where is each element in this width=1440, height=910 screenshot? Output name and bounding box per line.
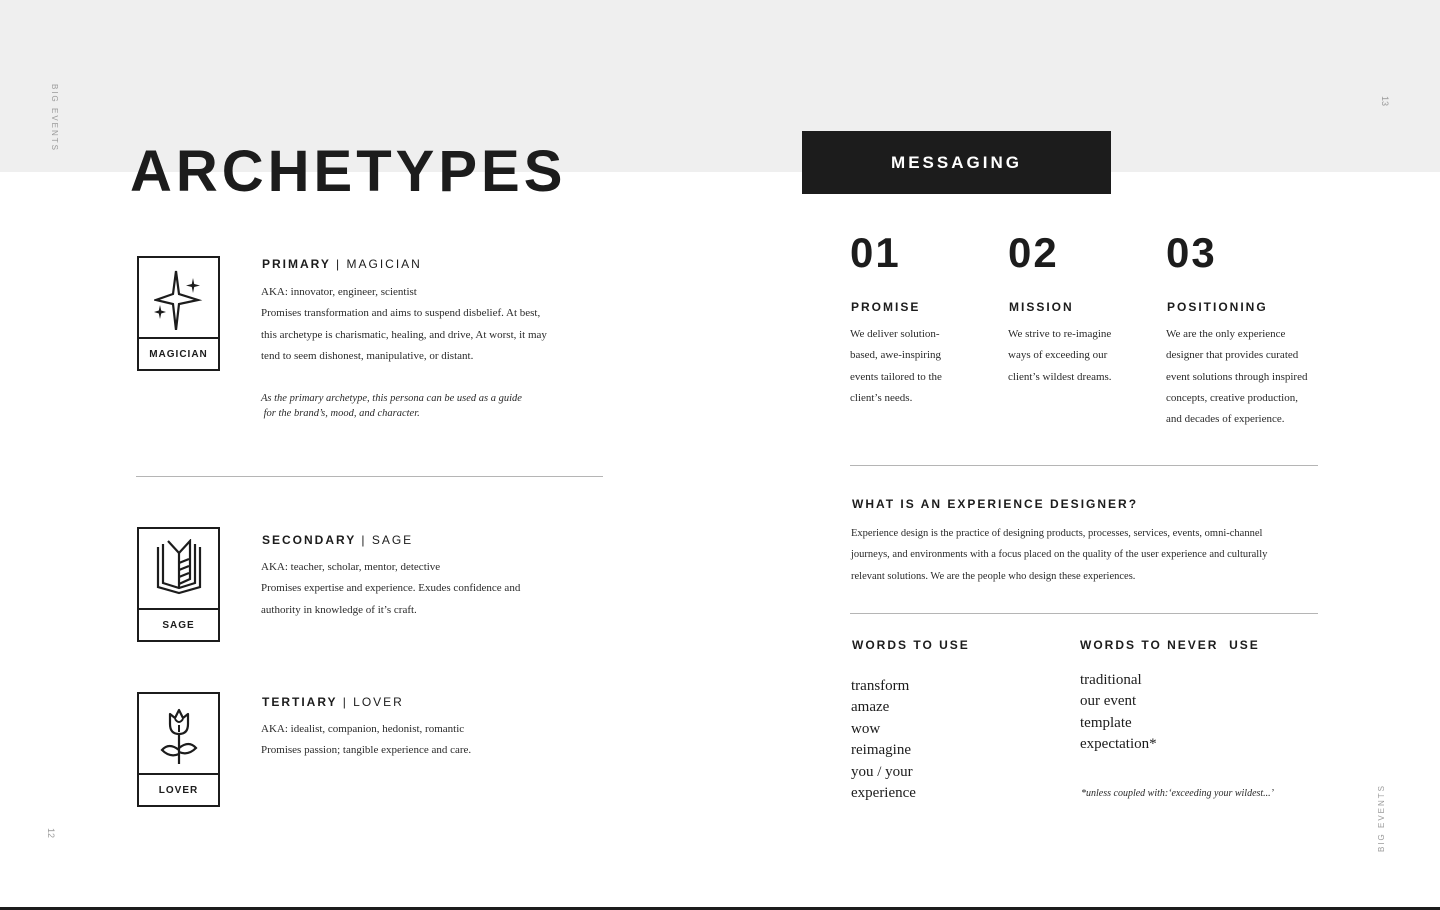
primary-description: [261, 282, 547, 367]
column-title: PROMISE: [851, 300, 921, 314]
column-line: We deliver solution-: [850, 328, 940, 340]
experience-designer-heading: WHAT IS AN EXPERIENCE DESIGNER?: [852, 497, 1139, 511]
words-to-never-use-heading: WORDS TO NEVER USE: [1080, 638, 1260, 652]
column-line: and decades of experience.: [1166, 413, 1285, 426]
page-number-right: 13: [1380, 95, 1391, 107]
secondary-archetype-heading: [262, 533, 413, 547]
page-title: ARCHETYPES: [130, 139, 567, 204]
column-text: [1008, 324, 1112, 388]
secondary-description: [261, 557, 520, 621]
mission-column: [1008, 229, 1178, 383]
column-line: We are the only experience: [1166, 328, 1286, 340]
column-title: MISSION: [1009, 300, 1074, 314]
book-icon: [154, 539, 204, 601]
primary-note: [261, 392, 561, 421]
tertiary-aka: AKA: idealist, companion, hedonist, romantic: [261, 723, 465, 735]
page-number-left: 12: [46, 827, 57, 839]
list-item: amaze: [851, 699, 890, 716]
primary-aka: AKA: innovator, engineer, scientist: [261, 286, 417, 298]
tertiary-name: LOVER: [353, 695, 404, 709]
words-to-use-list: [851, 676, 916, 804]
sage-badge: [137, 527, 220, 642]
heading-separator: |: [336, 257, 342, 271]
primary-line: this archetype is charismatic, healing, and drive, At worst, it may: [261, 328, 547, 341]
secondary-line: authority in knowledge of it’s craft.: [261, 603, 417, 616]
column-number: 01: [850, 229, 901, 276]
list-item: template: [1080, 714, 1132, 731]
tertiary-line: Promises passion; tangible experience and care.: [261, 744, 472, 757]
column-line: based, awe-inspiring: [850, 349, 942, 362]
secondary-aka: AKA: teacher, scholar, mentor, detective: [261, 561, 441, 573]
words-to-use-heading: WORDS TO USE: [852, 638, 970, 652]
column-line: client’s needs.: [850, 391, 913, 404]
column-line: ways of exceeding our: [1008, 349, 1108, 362]
column-line: event solutions through inspired: [1166, 370, 1308, 383]
secondary-line: Promises expertise and experience. Exudes confidence and: [261, 582, 521, 595]
primary-line: tend to seem dishonest, manipulative, or distant.: [261, 349, 474, 362]
list-item: you / your: [851, 763, 913, 780]
divider: [850, 613, 1318, 614]
primary-name: MAGICIAN: [346, 257, 422, 271]
column-title: POSITIONING: [1167, 300, 1268, 314]
positioning-column: [1166, 229, 1336, 426]
primary-archetype-heading: [262, 257, 422, 271]
column-line: events tailored to the: [850, 370, 942, 383]
list-item: traditional: [1080, 672, 1142, 688]
promise-column: [850, 229, 1020, 404]
rose-icon: [154, 704, 204, 766]
experience-line: journeys, and environments with a focus placed on the quality of the user experience and culturally: [851, 549, 1268, 561]
column-line: client’s wildest dreams.: [1008, 370, 1112, 383]
side-brand-label-right: BIG EVENTS: [1377, 784, 1386, 853]
tertiary-archetype-heading: [262, 695, 404, 709]
column-text: [1166, 324, 1336, 430]
sparkle-icon: [154, 268, 204, 330]
primary-line: Promises transformation and aims to suspend disbelief. At best,: [261, 307, 541, 320]
lover-badge-label: LOVER: [139, 773, 218, 805]
column-number: 03: [1166, 229, 1217, 276]
list-item: experience: [851, 785, 916, 802]
list-item: expectation*: [1080, 736, 1157, 753]
magician-badge: [137, 256, 220, 371]
primary-note-line: As the primary archetype, this persona can be used as a guide: [261, 393, 522, 404]
experience-line: relevant solutions. We are the people who design these experiences.: [851, 570, 1136, 582]
side-brand-label-left: BIG EVENTS: [50, 84, 59, 153]
experience-designer-text: [851, 523, 1321, 587]
words-footnote: *unless coupled with:‘exceeding your wildest...’: [1081, 788, 1275, 799]
primary-rank: PRIMARY: [262, 257, 331, 271]
tertiary-rank: TERTIARY: [262, 695, 338, 709]
sage-badge-label: SAGE: [139, 608, 218, 640]
messaging-banner: MESSAGING: [802, 131, 1111, 194]
heading-separator: |: [342, 695, 348, 709]
list-item: our event: [1080, 693, 1137, 710]
primary-note-line: for the brand’s, mood, and character.: [261, 407, 420, 419]
list-item: reimagine: [851, 742, 911, 759]
heading-separator: |: [361, 533, 367, 547]
tertiary-description: [261, 719, 471, 762]
lover-badge: [137, 692, 220, 807]
column-line: We strive to re-imagine: [1008, 328, 1112, 340]
divider: [850, 465, 1318, 466]
list-item: wow: [851, 720, 881, 737]
column-line: concepts, creative production,: [1166, 391, 1298, 404]
column-text: [850, 324, 942, 409]
list-item: transform: [851, 678, 910, 694]
column-line: designer that provides curated: [1166, 349, 1299, 362]
secondary-rank: SECONDARY: [262, 533, 357, 547]
secondary-name: SAGE: [371, 533, 414, 547]
magician-badge-label: MAGICIAN: [139, 337, 218, 369]
experience-line: Experience design is the practice of designing products, processes, services, events, omni-channel: [851, 528, 1263, 539]
divider: [136, 476, 603, 477]
words-to-never-use-list: [1080, 670, 1157, 756]
column-number: 02: [1008, 229, 1059, 276]
